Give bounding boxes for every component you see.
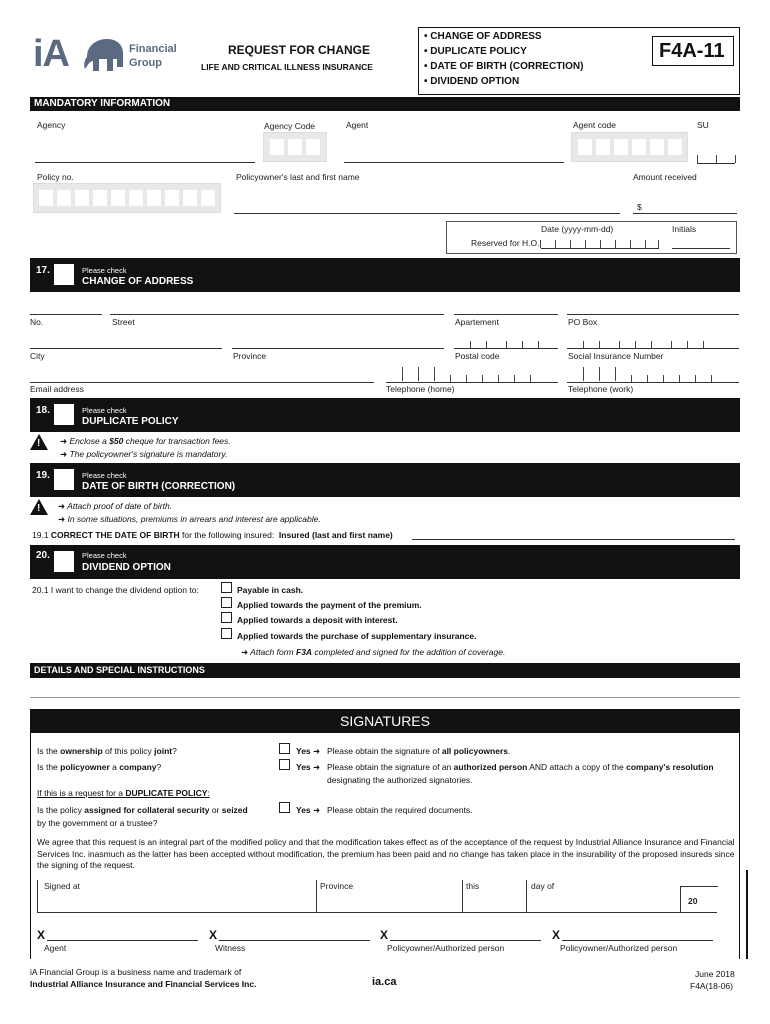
- company-logo: [33, 33, 183, 77]
- reserved-box: [446, 221, 737, 254]
- date-label: Date (yyyy-mm-dd): [541, 224, 614, 234]
- mandatory-title: MANDATORY INFORMATION: [34, 98, 171, 109]
- form-code: F4A-11: [659, 40, 725, 62]
- witness-x: X: [209, 928, 218, 942]
- answer-company-line2: designating the authorized signatories.: [327, 775, 473, 785]
- policy-no-label: Policy no.: [37, 172, 74, 182]
- policyowner2-signature-field[interactable]: [562, 940, 713, 941]
- witness-sig-label: Witness: [215, 943, 246, 953]
- dividend-opt4-checkbox[interactable]: [221, 628, 232, 639]
- email-field[interactable]: [30, 382, 374, 383]
- footer-company: Industrial Alliance Insurance and Financial Services Inc.: [30, 979, 257, 989]
- policy-no-field[interactable]: [33, 183, 221, 213]
- province-field[interactable]: [232, 348, 444, 349]
- section18-checkbox[interactable]: [54, 404, 74, 425]
- signatures-title: SIGNATURES: [340, 713, 430, 729]
- option-date-of-birth: • DATE OF BIRTH (CORRECTION): [424, 61, 584, 72]
- joint-yes-checkbox[interactable]: [279, 743, 290, 754]
- logo-financial: Financial: [129, 43, 177, 55]
- signatures-header: [30, 709, 740, 733]
- company-yes-checkbox[interactable]: [279, 759, 290, 770]
- agent-label: Agent: [346, 120, 369, 130]
- section20-check-label: Please check: [82, 551, 127, 560]
- dividend-opt3-checkbox[interactable]: [221, 612, 232, 623]
- section17-header: [30, 258, 740, 292]
- policyowner-name-label: Policyowner's last and first name: [236, 172, 360, 182]
- answer-company: Please obtain the signature of an authorized person AND attach a copy of the company's resolution: [327, 762, 714, 772]
- options-box: [418, 27, 740, 95]
- signed-at-label: Signed at: [44, 881, 80, 891]
- year-box[interactable]: [680, 886, 718, 912]
- answer-assigned: Please obtain the required documents.: [327, 805, 473, 815]
- section18-check-label: Please check: [82, 406, 127, 415]
- form-subtitle: LIFE AND CRITICAL ILLNESS INSURANCE: [201, 62, 373, 72]
- po-box-field[interactable]: [567, 314, 739, 315]
- section19-note2: ➜ In some situations, premiums in arrears and interest are applicable.: [58, 514, 321, 524]
- question-company: Is the policyowner a company?: [37, 762, 162, 772]
- section19-number: 19.: [36, 470, 50, 481]
- section19-title: DATE OF BIRTH (CORRECTION): [82, 481, 236, 492]
- apartment-label: Apartement: [455, 317, 499, 327]
- agent-code-field[interactable]: [571, 132, 688, 162]
- dollar-sign: $: [637, 202, 642, 212]
- logo-group: Group: [129, 57, 162, 69]
- policyowner2-x: X: [552, 928, 561, 942]
- section18-note2: ➜ The policyowner's signature is mandatory.: [60, 449, 228, 459]
- section19-note1: ➜ Attach proof of date of birth.: [58, 501, 173, 511]
- dividend-opt2: Applied towards the payment of the premium.: [237, 600, 422, 610]
- day-of-label: day of: [531, 881, 555, 891]
- dividend-line: 20.1 I want to change the dividend option to:: [32, 585, 199, 595]
- tel-home-label: Telephone (home): [386, 384, 455, 394]
- section19-line: 19.1 CORRECT THE DATE OF BIRTH for the following insured: Insured (last and first name): [32, 530, 393, 540]
- dividend-opt3: Applied towards a deposit with interest.: [237, 615, 398, 625]
- sin-field[interactable]: [567, 348, 739, 349]
- section20-number: 20.: [36, 550, 50, 561]
- section17-title: CHANGE OF ADDRESS: [82, 276, 194, 287]
- section19-header: [30, 463, 740, 497]
- footer-code: F4A(18-06): [690, 981, 733, 991]
- details-field[interactable]: [30, 697, 740, 698]
- policyowner2-sig-label: Policyowner/Authorized person: [560, 943, 678, 953]
- elephant-icon: [83, 37, 127, 73]
- logo-ia-text: iA: [33, 33, 69, 75]
- agency-code-label: Agency Code: [264, 121, 316, 131]
- this-label: this: [466, 881, 480, 891]
- answer-joint: Please obtain the signature of all policyowners.: [327, 746, 511, 756]
- agency-field[interactable]: [35, 162, 255, 163]
- dividend-opt2-checkbox[interactable]: [221, 597, 232, 608]
- agent-sig-label: Agent: [44, 943, 67, 953]
- assigned-yes-label: Yes ➜: [296, 805, 321, 815]
- section18-number: 18.: [36, 405, 50, 416]
- warning-icon: !: [30, 499, 48, 515]
- section18-title: DUPLICATE POLICY: [82, 416, 179, 427]
- question-joint: Is the ownership of this policy joint?: [37, 746, 177, 756]
- tel-work-field[interactable]: [567, 382, 739, 383]
- tel-work-label: Telephone (work): [568, 384, 634, 394]
- policyowner1-signature-field[interactable]: [390, 940, 541, 941]
- insured-name-field[interactable]: [412, 539, 735, 540]
- form-title: REQUEST FOR CHANGE: [228, 43, 371, 57]
- agent-x: X: [37, 928, 46, 942]
- reserved-date-field[interactable]: [541, 248, 659, 249]
- section20-title: DIVIDEND OPTION: [82, 562, 171, 573]
- po-box-label: PO Box: [568, 317, 598, 327]
- su-label: SU: [697, 120, 709, 130]
- form-code-box: [652, 36, 734, 66]
- policyowner1-sig-label: Policyowner/Authorized person: [387, 943, 505, 953]
- reserved-initials-field[interactable]: [672, 248, 730, 249]
- agent-signature-field[interactable]: [47, 940, 198, 941]
- option-change-address: • CHANGE OF ADDRESS: [424, 31, 542, 42]
- warning-icon: !: [30, 434, 48, 450]
- postal-code-label: Postal code: [455, 351, 500, 361]
- section19-check-label: Please check: [82, 471, 127, 480]
- agent-code-label: Agent code: [573, 120, 617, 130]
- amount-received-field[interactable]: [633, 213, 737, 214]
- street-field[interactable]: [110, 314, 444, 315]
- policyowner-name-field[interactable]: [234, 213, 620, 214]
- agent-field[interactable]: [344, 162, 564, 163]
- dividend-opt4: Applied towards the purchase of supplementary insurance.: [237, 631, 477, 641]
- section20-header: [30, 545, 740, 579]
- question-assigned: Is the policy assigned for collateral security or seized: [37, 805, 248, 815]
- section17-checkbox[interactable]: [54, 264, 74, 285]
- section18-header: [30, 398, 740, 432]
- duplicate-policy-note: If this is a request for a DUPLICATE POLICY:: [37, 788, 210, 798]
- year-label: 20: [688, 896, 698, 906]
- details-title: DETAILS AND SPECIAL INSTRUCTIONS: [34, 665, 205, 675]
- option-dividend: • DIVIDEND OPTION: [424, 76, 520, 87]
- tel-home-field[interactable]: [386, 382, 558, 383]
- city-field[interactable]: [30, 348, 222, 349]
- signed-at-field[interactable]: [37, 912, 717, 913]
- witness-signature-field[interactable]: [219, 940, 370, 941]
- section17-check-label: Please check: [82, 266, 127, 275]
- details-header: [30, 663, 740, 678]
- dividend-opt1: Payable in cash.: [237, 585, 304, 595]
- amount-received-label: Amount received: [633, 172, 697, 182]
- footer-website[interactable]: ia.ca: [372, 976, 397, 988]
- province-sig-label: Province: [320, 881, 354, 891]
- agency-code-field[interactable]: [263, 132, 327, 162]
- agreement-text: We agree that this request is an integral part of the modified policy and that the modification takes effect as of the acceptance of the request by Industrial Alliance Insurance and Financial Services Inc. inasmuch as the latter has been accepted without modification, the premium has been paid and no change has taken place in the insurability of the proposed insureds since the signing of the request.: [37, 837, 735, 870]
- reserved-label: Reserved for H.O.: [471, 238, 540, 248]
- no-label: No.: [30, 317, 44, 327]
- street-label: Street: [112, 317, 135, 327]
- sin-label: Social Insurance Number: [568, 351, 664, 361]
- section19-checkbox[interactable]: [54, 469, 74, 490]
- dividend-opt1-checkbox[interactable]: [221, 582, 232, 593]
- policyowner1-x: X: [380, 928, 389, 942]
- no-field[interactable]: [30, 314, 102, 315]
- city-label: City: [30, 351, 45, 361]
- agency-label: Agency: [37, 120, 66, 130]
- mandatory-header: [30, 97, 740, 111]
- joint-yes-label: Yes ➜: [296, 746, 321, 756]
- province-label: Province: [233, 351, 267, 361]
- assigned-yes-checkbox[interactable]: [279, 802, 290, 813]
- question-assigned-line2: by the government or a trustee?: [37, 818, 158, 828]
- initials-label: Initials: [672, 224, 697, 234]
- company-yes-label: Yes ➜: [296, 762, 321, 772]
- apartment-field[interactable]: [454, 314, 558, 315]
- email-label: Email address: [30, 384, 84, 394]
- su-field[interactable]: [697, 163, 735, 164]
- section17-number: 17.: [36, 265, 50, 276]
- attach-f3a-note: ➜ Attach form F3A completed and signed for the addition of coverage.: [241, 647, 506, 657]
- footer-trademark: iA Financial Group is a business name and trademark of: [30, 967, 242, 977]
- option-duplicate-policy: • DUPLICATE POLICY: [424, 46, 527, 57]
- footer-date: June 2018: [695, 969, 735, 979]
- section18-note1: ➜ Enclose a $50 cheque for transaction fees.: [60, 436, 231, 446]
- section20-checkbox[interactable]: [54, 551, 74, 572]
